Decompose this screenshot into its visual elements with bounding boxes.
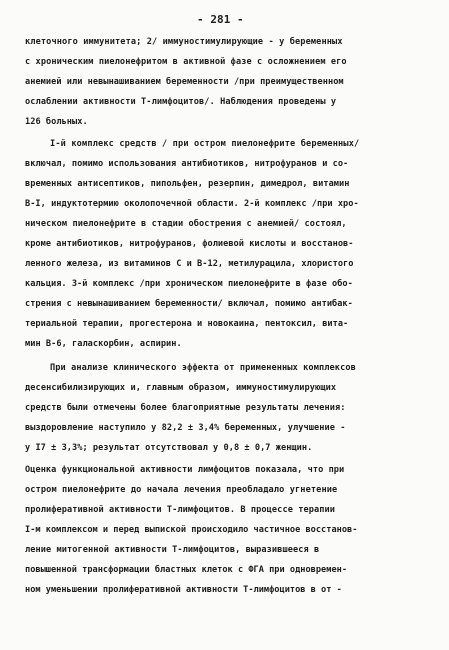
text-line: клеточного иммунитета; 2/ иммуностимулирующие - у беременных [25, 37, 343, 47]
text-line: I-й комплекс средств / при остром пиелонефрите беременных/ [50, 139, 360, 149]
text-line: десенсибилизирующих и, главным образом, иммуностимулирующих [25, 383, 337, 393]
text-line: ленного железа, из витаминов С и В-12, метилурацила, хлористого [25, 259, 354, 269]
text-line: с хроническим пиелонефритом в активной фазе с осложнением его [25, 57, 347, 67]
text-line: ном уменьшении пролиферативной активности Т-лимфоцитов в от - [25, 585, 342, 595]
text-line: I-м комплексом и перед выпиской происходило частичное восстанов- [25, 525, 358, 535]
text-line: у I7 ± 3,3%; результат отсутствовал у 0,8 ± 0,7 женщин. [25, 443, 313, 453]
text-line: В-I, индуктотермию околопочечной области. 2-й комплекс /при хро- [25, 199, 359, 209]
text-line: анемией или невынашиванием беременности /при преимущественном [25, 77, 344, 87]
text-line: включал, помимо использования антибиотиков, нитрофуранов и со- [25, 159, 349, 169]
text-line: стрения с невынашиванием беременности/ включал, помимо антибак- [25, 299, 353, 309]
text-line: териальной терапии, прогестерона и новокаина, пентоксил, вита- [25, 319, 349, 329]
text-line: мин В-6, галаскорбин, аспирин. [25, 339, 182, 349]
page-number: - 281 - [197, 13, 244, 26]
text-line: кальция. 3-й комплекс /при хроническом пиелонефрите в фазе обо- [25, 279, 353, 289]
text-line: временных антисептиков, пипольфен, резерпин, димедрол, витамин [25, 179, 350, 189]
text-line: пролиферативной активности Т-лимфоцитов. В процессе терапии [25, 505, 335, 515]
text-line: выздоровление наступило у 82,2 ± 3,4% беременных, улучшение - [25, 423, 346, 433]
text-line: средств были отмечены более благоприятные результаты лечения: [25, 403, 346, 413]
text-line: повышенной трансформации бластных клеток с ФГА при одновремен- [25, 565, 348, 575]
text-line: остром пиелонефрите до начала лечения преобладало угнетение [25, 485, 338, 495]
text-line: кроме антибиотиков, нитрофуранов, фолиевой кислоты и восстанов- [25, 239, 354, 249]
text-line: При анализе клинического эффекта от примененных комплексов [50, 363, 356, 373]
text-line: Оценка функциональной активности лимфоцитов показала, что при [25, 465, 345, 475]
text-line: ление митогенной активности Т-лимфоцитов, выразившееся в [25, 545, 320, 555]
text-line: ническом пиелонефрите в стадии обострения с анемией/ состоял, [25, 219, 347, 229]
text-line: 126 больных. [25, 117, 88, 127]
text-line: ослаблении активности Т-лимфоцитов/. Наблюдения проведены у [25, 97, 337, 107]
